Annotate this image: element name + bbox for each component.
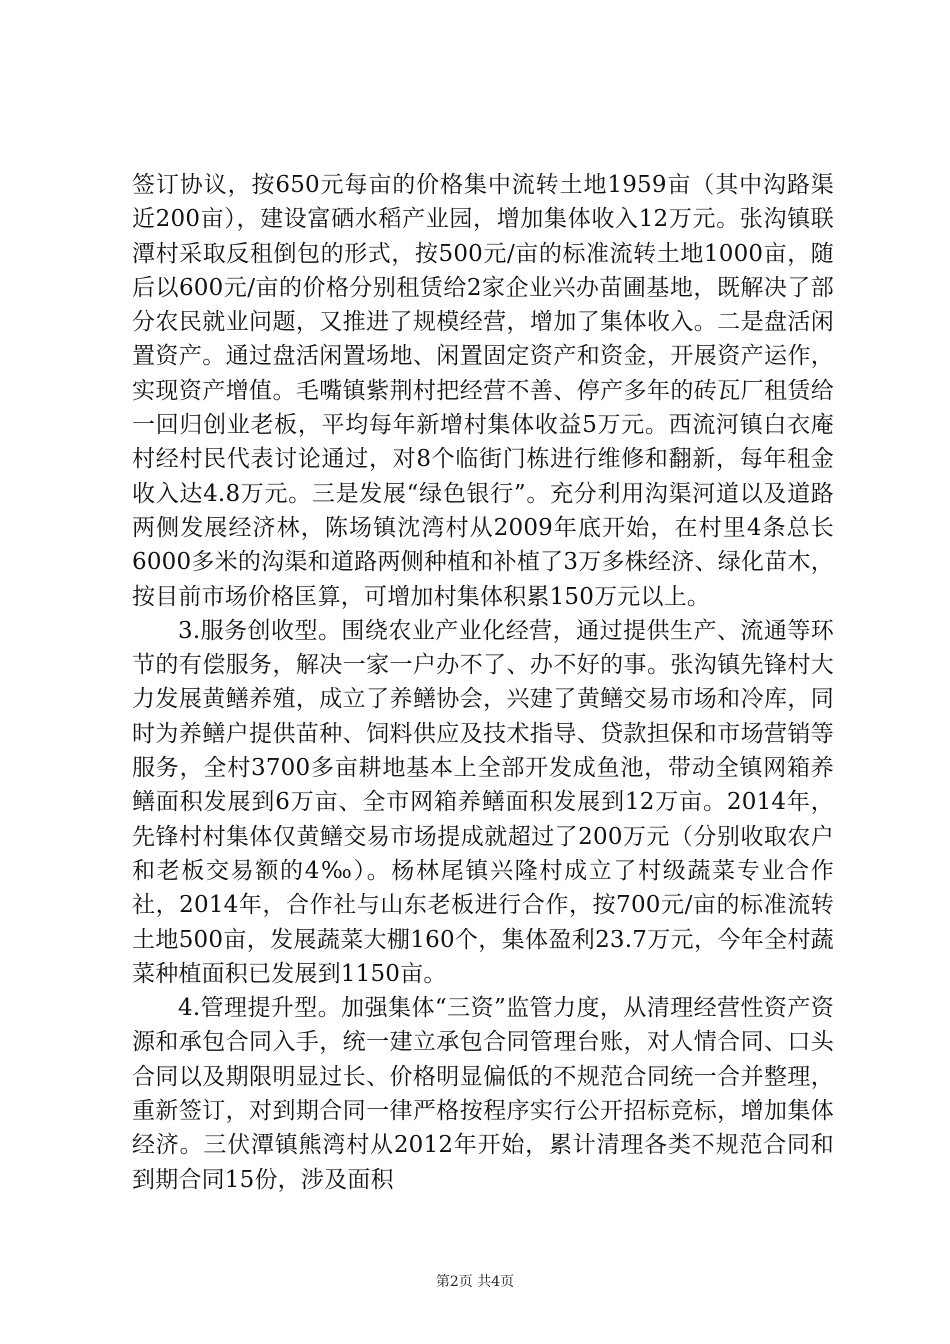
document-body [132, 168, 834, 1197]
page-footer [0, 1273, 950, 1291]
paragraph-1: 签订协议，按650元每亩的价格集中流转土地1959亩（其中沟路渠近200亩），建设富硒水稻产业园，增加集体收入12万元。张沟镇联潭村采取反租倒包的形式，按500元/亩的标准流转土地1000亩，随后以600元/亩的价格分别租赁给2家企业兴办苗圃基地，既解决了部分农民就业问题，又推进了规模经营，增加了集体收入。二是盘活闲置资产。通过盘活闲置场地、闲置固定资产和资金，开展资产运作，实现资产增值。毛嘴镇紫荆村把经营不善、停产多年的砖瓦厂租赁给一回归创业老板，平均每年新增村集体收益5万元。西流河镇白衣庵村经村民代表讨论通过，对8个临街门栋进行维修和翻新，每年租金收入达4.8万元。三是发展“绿色银行”。充分利用沟渠河道以及道路两侧发展经济林，陈场镇沈湾村从2009年底开始，在村里4条总长6000多米的沟渠和道路两侧种植和补植了3万多株经济、绿化苗木，按目前市场价格匡算，可增加村集体积累150万元以上。 [132, 172, 834, 610]
paragraph-2: 3.服务创收型。围绕农业产业化经营，通过提供生产、流通等环节的有偿服务，解决一家一户办不了、办不好的事。张沟镇先锋村大力发展黄鳝养殖，成立了养鳝协会，兴建了黄鳝交易市场和冷库，同时为养鳝户提供苗种、饲料供应及技术指导、贷款担保和市场营销等服务，全村3700多亩耕地基本上全部开发成鱼池，带动全镇网箱养鳝面积发展到6万亩、全市网箱养鳝面积发展到12万亩。2014年，先锋村村集体仅黄鳝交易市场提成就超过了200万元（分别收取农户和老板交易额的4‰）。杨林尾镇兴隆村成立了村级蔬菜专业合作社，2014年，合作社与山东老板进行合作，按700元/亩的标准流转土地500亩，发展蔬菜大棚160个，集体盈利23.7万元，今年全村蔬菜种植面积已发展到1150亩。 [132, 617, 834, 987]
paragraph-3: 4.管理提升型。加强集体“三资”监管力度，从清理经营性资产资源和承包合同入手，统一建立承包合同管理台账，对人情合同、口头合同以及期限明显过长、价格明显偏低的不规范合同统一合并整理，重新签订，对到期合同一律严格按程序实行公开招标竞标，增加集体经济。三伏潭镇熊湾村从2012年开始，累计清理各类不规范合同和到期合同15份，涉及面积 [132, 995, 834, 1193]
page-number-label: 第2页 共4页 [435, 1274, 515, 1290]
